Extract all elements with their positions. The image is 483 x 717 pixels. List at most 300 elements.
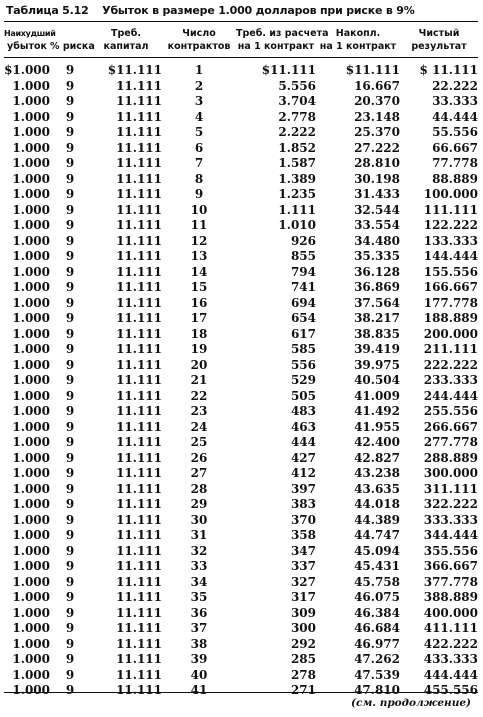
risk-cell: 9 [65, 218, 75, 232]
risk-cell: 9 [65, 233, 75, 248]
table-row [4, 466, 478, 482]
required-capital-cell: 11.111 [116, 683, 162, 697]
required-capital-cell: 11.111 [116, 528, 162, 542]
required-per-contract-cell: 3.704 [278, 94, 316, 108]
col-header-net-result-1: Чистый [418, 28, 460, 39]
risk-cell: 9 [65, 264, 75, 279]
net-result-cell: 433.333 [423, 652, 478, 666]
required-per-contract-cell: 317 [290, 590, 316, 604]
required-capital-cell: 11.111 [116, 590, 162, 604]
net-result-cell: 55.556 [432, 125, 478, 139]
required-per-contract-cell: 1.587 [278, 156, 316, 170]
net-result-cell: 333.333 [423, 512, 478, 527]
accumulated-cell: 16.667 [354, 78, 400, 93]
accumulated-cell: 46.075 [354, 590, 400, 604]
accumulated-cell: 47.810 [354, 683, 400, 697]
net-result-cell: 100.000 [423, 187, 478, 201]
contracts-cell: 11 [190, 218, 208, 232]
required-per-contract-cell: 926 [290, 233, 316, 248]
col-header-contracts-2: контрактов [167, 41, 231, 52]
required-capital-cell: 11.111 [116, 450, 162, 465]
required-capital-cell: 11.111 [116, 404, 162, 418]
accumulated-cell: 36.869 [354, 280, 400, 294]
risk-cell: 9 [65, 140, 75, 155]
header-row-2 [4, 40, 478, 53]
required-per-contract-cell: 483 [290, 404, 316, 418]
risk-cell: 9 [65, 419, 75, 434]
contracts-cell: 4 [194, 109, 204, 124]
net-result-cell: 244.444 [423, 388, 478, 403]
contracts-cell: 14 [190, 264, 208, 279]
risk-cell: 9 [65, 543, 75, 558]
risk-cell: 9 [65, 125, 75, 139]
required-capital-cell: 11.111 [116, 187, 162, 201]
table-row [4, 172, 478, 188]
worst-loss-cell: 1.000 [12, 342, 50, 356]
risk-cell: 9 [65, 621, 75, 635]
contracts-cell: 39 [190, 652, 208, 666]
required-capital-cell: 11.111 [116, 280, 162, 294]
accumulated-cell: 36.128 [354, 264, 400, 279]
worst-loss-cell: 1.000 [12, 497, 50, 511]
required-per-contract-cell: 292 [290, 636, 316, 651]
contracts-cell: 24 [190, 419, 208, 434]
table-row [4, 575, 478, 591]
col-header-required-capital-2: капитал [103, 41, 149, 52]
worst-loss-cell: 1.000 [12, 218, 50, 232]
required-per-contract-cell: 444 [290, 435, 316, 449]
worst-loss-cell: 1.000 [12, 373, 50, 387]
required-capital-cell: 11.111 [116, 311, 162, 325]
worst-loss-cell: 1.000 [12, 528, 50, 542]
net-result-cell: 255.556 [423, 404, 478, 418]
risk-cell: 9 [65, 171, 75, 186]
required-per-contract-cell: 694 [290, 295, 316, 310]
risk-cell: 9 [65, 450, 75, 465]
accumulated-cell: 25.370 [354, 125, 400, 139]
contracts-cell: 15 [190, 280, 208, 294]
table-row [4, 249, 478, 265]
worst-loss-cell: 1.000 [12, 621, 50, 635]
worst-loss-cell: 1.000 [12, 605, 50, 620]
risk-cell: 9 [65, 528, 75, 542]
table-row [4, 373, 478, 389]
contracts-cell: 38 [190, 636, 208, 651]
worst-loss-cell: 1.000 [12, 512, 50, 527]
net-result-cell: $ 11.111 [419, 63, 478, 77]
required-capital-cell: 11.111 [116, 109, 162, 124]
net-result-cell: 344.444 [423, 528, 478, 542]
table-row [4, 187, 478, 203]
table-row [4, 420, 478, 436]
required-capital-cell: 11.111 [116, 140, 162, 155]
contracts-cell: 10 [190, 202, 208, 217]
worst-loss-cell: 1.000 [12, 109, 50, 124]
accumulated-cell: 43.238 [354, 466, 400, 480]
required-capital-cell: 11.111 [116, 652, 162, 666]
worst-loss-cell: 1.000 [12, 388, 50, 403]
required-per-contract-cell: 556 [290, 357, 316, 372]
required-per-contract-cell: 2.778 [278, 109, 316, 124]
net-result-cell: 88.889 [432, 171, 478, 186]
required-capital-cell: 11.111 [116, 357, 162, 372]
contracts-cell: 32 [190, 543, 208, 558]
accumulated-cell: 23.148 [354, 109, 400, 124]
contracts-cell: 2 [194, 78, 204, 93]
worst-loss-cell: 1.000 [12, 125, 50, 139]
net-result-cell: 155.556 [423, 264, 478, 279]
required-capital-cell: 11.111 [116, 466, 162, 480]
risk-cell: 9 [65, 187, 75, 201]
required-per-contract-cell: 337 [290, 559, 316, 573]
net-result-cell: 322.222 [423, 497, 478, 511]
required-capital-cell: 11.111 [116, 435, 162, 449]
required-per-contract-cell: 412 [290, 466, 316, 480]
table-row [4, 389, 478, 405]
accumulated-cell: 45.758 [354, 574, 400, 589]
continuation-note: (см. продолжение) [351, 697, 471, 709]
worst-loss-cell: 1.000 [12, 295, 50, 310]
required-per-contract-cell: 1.389 [278, 171, 316, 186]
accumulated-cell: 38.835 [354, 326, 400, 341]
net-result-cell: 111.111 [423, 202, 478, 217]
net-result-cell: 377.778 [423, 574, 478, 589]
risk-cell: 9 [65, 605, 75, 620]
contracts-cell: 25 [190, 435, 208, 449]
risk-cell: 9 [65, 388, 75, 403]
accumulated-cell: 46.977 [354, 636, 400, 651]
col-header-required-per-contract-1: Треб. из расчета [236, 28, 329, 39]
table-row [4, 513, 478, 529]
required-capital-cell: 11.111 [116, 543, 162, 558]
risk-cell: 9 [65, 574, 75, 589]
table-row [4, 668, 478, 684]
required-per-contract-cell: 383 [290, 497, 316, 511]
risk-cell: 9 [65, 295, 75, 310]
accumulated-cell: 20.370 [354, 94, 400, 108]
accumulated-cell: $11.111 [345, 63, 400, 77]
required-capital-cell: 11.111 [116, 125, 162, 139]
risk-cell: 9 [65, 652, 75, 666]
table-row [4, 94, 478, 110]
table-row [4, 327, 478, 343]
accumulated-cell: 44.018 [354, 497, 400, 511]
worst-loss-cell: 1.000 [12, 326, 50, 341]
contracts-cell: 30 [190, 512, 208, 527]
required-capital-cell: 11.111 [116, 388, 162, 403]
risk-cell: 9 [65, 357, 75, 372]
net-result-cell: 66.667 [432, 140, 478, 155]
net-result-cell: 288.889 [423, 450, 478, 465]
net-result-cell: 388.889 [423, 590, 478, 604]
worst-loss-cell: 1.000 [12, 187, 50, 201]
col-header-worst-loss-2: убыток [7, 41, 47, 52]
table-row [4, 404, 478, 420]
required-per-contract-cell: 271 [290, 683, 316, 697]
net-result-cell: 177.778 [423, 295, 478, 310]
worst-loss-cell: 1.000 [12, 574, 50, 589]
worst-loss-cell: 1.000 [12, 94, 50, 108]
required-per-contract-cell: 370 [290, 512, 316, 527]
worst-loss-cell: 1.000 [12, 171, 50, 186]
worst-loss-cell: 1.000 [12, 559, 50, 573]
contracts-cell: 29 [190, 497, 208, 511]
required-per-contract-cell: 463 [290, 419, 316, 434]
table-row [4, 79, 478, 95]
header-row-1 [4, 27, 478, 40]
contracts-cell: 17 [190, 311, 208, 325]
risk-cell: 9 [65, 683, 75, 697]
required-per-contract-cell: 1.010 [278, 218, 316, 232]
contracts-cell: 37 [190, 621, 208, 635]
risk-cell: 9 [65, 63, 75, 77]
required-capital-cell: 11.111 [116, 481, 162, 496]
risk-cell: 9 [65, 559, 75, 573]
required-capital-cell: 11.111 [116, 78, 162, 93]
worst-loss-cell: 1.000 [12, 140, 50, 155]
table-row [4, 482, 478, 498]
required-capital-cell: 11.111 [116, 636, 162, 651]
accumulated-cell: 40.504 [354, 373, 400, 387]
required-capital-cell: 11.111 [116, 249, 162, 263]
accumulated-cell: 31.433 [354, 187, 400, 201]
worst-loss-cell: 1.000 [12, 280, 50, 294]
table-caption [6, 4, 476, 17]
contracts-cell: 12 [190, 233, 208, 248]
accumulated-cell: 38.217 [354, 311, 400, 325]
table-row [4, 590, 478, 606]
required-capital-cell: 11.111 [116, 667, 162, 682]
risk-cell: 9 [65, 78, 75, 93]
worst-loss-cell: 1.000 [12, 202, 50, 217]
required-per-contract-cell: 855 [290, 249, 316, 263]
net-result-cell: 144.444 [423, 249, 478, 263]
required-per-contract-cell: 529 [290, 373, 316, 387]
required-capital-cell: 11.111 [116, 202, 162, 217]
risk-cell: 9 [65, 373, 75, 387]
worst-loss-cell: 1.000 [12, 419, 50, 434]
col-header-contracts-1: Число [182, 28, 216, 39]
worst-loss-cell: 1.000 [12, 683, 50, 697]
net-result-cell: 222.222 [423, 357, 478, 372]
required-per-contract-cell: 427 [290, 450, 316, 465]
header-rule [4, 57, 478, 58]
contracts-cell: 35 [190, 590, 208, 604]
worst-loss-cell: 1.000 [12, 543, 50, 558]
worst-loss-cell: 1.000 [12, 636, 50, 651]
required-per-contract-cell: 397 [290, 481, 316, 496]
contracts-cell: 26 [190, 450, 208, 465]
contracts-cell: 1 [194, 63, 204, 77]
net-result-cell: 455.556 [423, 683, 478, 697]
table-row [4, 63, 478, 79]
required-per-contract-cell: 2.222 [278, 125, 316, 139]
contracts-cell: 41 [190, 683, 208, 697]
table-row [4, 652, 478, 668]
required-per-contract-cell: 347 [290, 543, 316, 558]
net-result-cell: 400.000 [423, 605, 478, 620]
table-header [4, 27, 478, 53]
table-row [4, 559, 478, 575]
required-per-contract-cell: 285 [290, 652, 316, 666]
accumulated-cell: 39.419 [354, 342, 400, 356]
required-capital-cell: 11.111 [116, 497, 162, 511]
risk-cell: 9 [65, 435, 75, 449]
contracts-cell: 40 [190, 667, 208, 682]
risk-cell: 9 [65, 326, 75, 341]
net-result-cell: 200.000 [423, 326, 478, 341]
table-row [4, 497, 478, 513]
required-per-contract-cell: 327 [290, 574, 316, 589]
table-row [4, 265, 478, 281]
net-result-cell: 266.667 [423, 419, 478, 434]
required-per-contract-cell: 358 [290, 528, 316, 542]
required-capital-cell: 11.111 [116, 295, 162, 310]
contracts-cell: 21 [190, 373, 208, 387]
risk-cell: 9 [65, 202, 75, 217]
accumulated-cell: 45.431 [354, 559, 400, 573]
contracts-cell: 3 [194, 94, 204, 108]
required-capital-cell: 11.111 [116, 233, 162, 248]
table-row [4, 637, 478, 653]
accumulated-cell: 32.544 [354, 202, 400, 217]
worst-loss-cell: 1.000 [12, 450, 50, 465]
col-header-required-per-contract-2: на 1 контракт [237, 41, 315, 52]
risk-cell: 9 [65, 590, 75, 604]
worst-loss-cell: 1.000 [12, 404, 50, 418]
accumulated-cell: 42.827 [354, 450, 400, 465]
data-table [4, 63, 478, 699]
net-result-cell: 444.444 [423, 667, 478, 682]
table-row [4, 311, 478, 327]
required-capital-cell: 11.111 [116, 218, 162, 232]
required-per-contract-cell: 794 [290, 264, 316, 279]
net-result-cell: 122.222 [423, 218, 478, 232]
table-row [4, 528, 478, 544]
col-header-worst-loss-1: Наихудший [4, 29, 56, 38]
net-result-cell: 311.111 [423, 481, 478, 496]
table-row [4, 203, 478, 219]
risk-cell: 9 [65, 94, 75, 108]
risk-cell: 9 [65, 481, 75, 496]
accumulated-cell: 27.222 [354, 140, 400, 155]
worst-loss-cell: $1.000 [4, 63, 50, 77]
accumulated-cell: 45.094 [354, 543, 400, 558]
required-per-contract-cell: 309 [290, 605, 316, 620]
table-row [4, 451, 478, 467]
accumulated-cell: 30.198 [354, 171, 400, 186]
required-capital-cell: 11.111 [116, 574, 162, 589]
required-capital-cell: 11.111 [116, 512, 162, 527]
table-row [4, 621, 478, 637]
worst-loss-cell: 1.000 [12, 590, 50, 604]
contracts-cell: 27 [190, 466, 208, 480]
worst-loss-cell: 1.000 [12, 249, 50, 263]
risk-cell: 9 [65, 497, 75, 511]
required-capital-cell: 11.111 [116, 419, 162, 434]
table-row [4, 296, 478, 312]
table-row [4, 606, 478, 622]
col-header-required-capital-1: Треб. [111, 28, 141, 39]
contracts-cell: 6 [194, 140, 204, 155]
required-per-contract-cell: 505 [290, 388, 316, 403]
net-result-cell: 355.556 [423, 543, 478, 558]
table-number: Таблица 5.12 [6, 4, 89, 17]
required-per-contract-cell: 300 [290, 621, 316, 635]
risk-cell: 9 [65, 636, 75, 651]
contracts-cell: 13 [190, 249, 208, 263]
required-capital-cell: 11.111 [116, 373, 162, 387]
accumulated-cell: 43.635 [354, 481, 400, 496]
worst-loss-cell: 1.000 [12, 466, 50, 480]
accumulated-cell: 35.335 [354, 249, 400, 263]
risk-cell: 9 [65, 342, 75, 356]
table-row [4, 156, 478, 172]
top-rule [4, 21, 478, 22]
risk-cell: 9 [65, 156, 75, 170]
contracts-cell: 16 [190, 295, 208, 310]
contracts-cell: 36 [190, 605, 208, 620]
required-capital-cell: 11.111 [116, 326, 162, 341]
table-row [4, 141, 478, 157]
contracts-cell: 7 [194, 156, 204, 170]
table-row [4, 280, 478, 296]
contracts-cell: 22 [190, 388, 208, 403]
required-capital-cell: 11.111 [116, 342, 162, 356]
net-result-cell: 211.111 [423, 342, 478, 356]
table-row [4, 218, 478, 234]
worst-loss-cell: 1.000 [12, 264, 50, 279]
contracts-cell: 33 [190, 559, 208, 573]
accumulated-cell: 37.564 [354, 295, 400, 310]
net-result-cell: 277.778 [423, 435, 478, 449]
risk-cell: 9 [65, 280, 75, 294]
required-capital-cell: 11.111 [116, 171, 162, 186]
net-result-cell: 166.667 [423, 280, 478, 294]
contracts-cell: 23 [190, 404, 208, 418]
accumulated-cell: 41.009 [354, 388, 400, 403]
worst-loss-cell: 1.000 [12, 156, 50, 170]
required-per-contract-cell: 617 [290, 326, 316, 341]
contracts-cell: 31 [190, 528, 208, 542]
table-row [4, 544, 478, 560]
risk-cell: 9 [65, 466, 75, 480]
worst-loss-cell: 1.000 [12, 78, 50, 93]
required-capital-cell: 11.111 [116, 94, 162, 108]
col-header-risk-2: % риска [50, 41, 95, 52]
col-header-net-result-2: результат [411, 41, 467, 52]
accumulated-cell: 28.810 [354, 156, 400, 170]
contracts-cell: 5 [194, 125, 204, 139]
net-result-cell: 33.333 [432, 94, 478, 108]
required-capital-cell: 11.111 [116, 621, 162, 635]
contracts-cell: 34 [190, 574, 208, 589]
worst-loss-cell: 1.000 [12, 667, 50, 682]
worst-loss-cell: 1.000 [12, 481, 50, 496]
accumulated-cell: 47.262 [354, 652, 400, 666]
required-per-contract-cell: 585 [290, 342, 316, 356]
net-result-cell: 366.667 [423, 559, 478, 573]
bottom-rule [4, 692, 478, 693]
col-header-accumulated-2: на 1 контракт [319, 41, 397, 52]
required-capital-cell: 11.111 [116, 264, 162, 279]
worst-loss-cell: 1.000 [12, 311, 50, 325]
accumulated-cell: 46.684 [354, 621, 400, 635]
required-per-contract-cell: 654 [290, 311, 316, 325]
required-per-contract-cell: 1.111 [278, 202, 316, 217]
required-per-contract-cell: $11.111 [261, 63, 316, 77]
net-result-cell: 422.222 [423, 636, 478, 651]
